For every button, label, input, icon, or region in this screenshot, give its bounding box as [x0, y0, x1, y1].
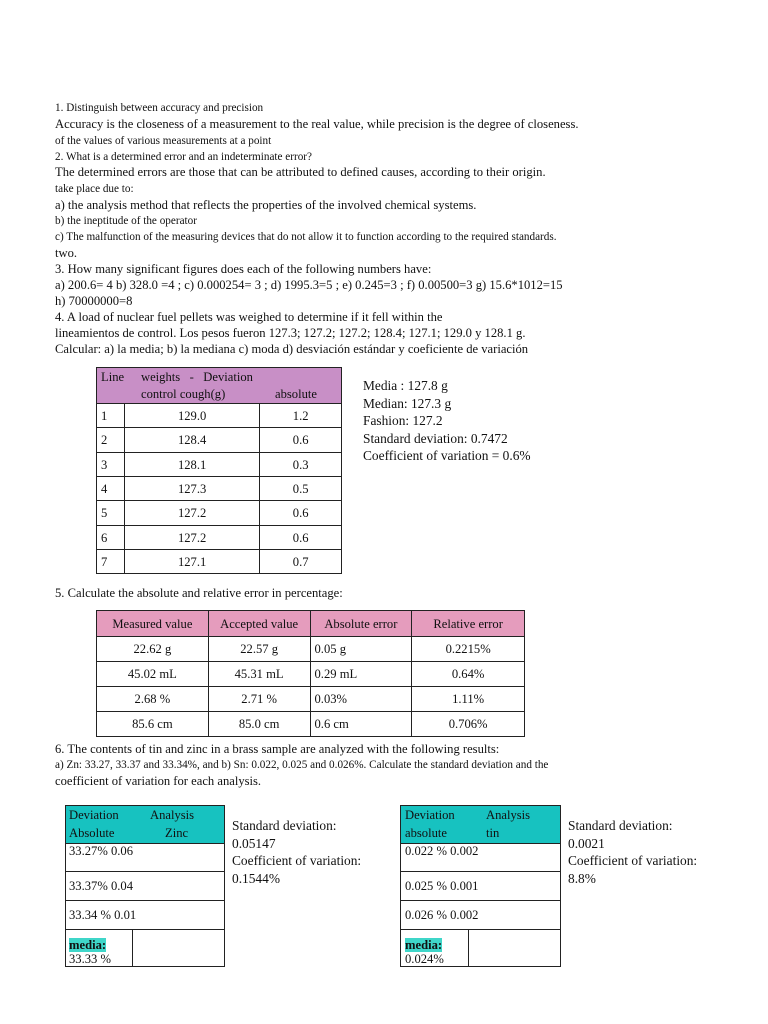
table-row	[401, 872, 561, 901]
q2-title: 2. What is a determined error and an indeterminate error?	[55, 151, 312, 163]
cell	[468, 930, 560, 967]
q3-title: 3. How many significant figures does each of the following numbers have:	[55, 262, 432, 276]
cell: 6	[97, 526, 125, 550]
q1-title: 1. Distinguish between accuracy and precision	[55, 102, 264, 114]
table-row	[97, 637, 525, 662]
zinc-std-label: Standard deviation:	[232, 818, 337, 833]
cell: 5	[97, 501, 125, 526]
cell: 85.6 cm	[97, 712, 209, 737]
q2-answer-line1: The determined errors are those that can be attributed to defined causes, according to their origin.	[55, 165, 546, 179]
zinc-cv-value: 0.1544%	[232, 870, 280, 886]
header-accepted: Accepted value	[208, 611, 310, 637]
table-row	[97, 687, 525, 712]
cell: 0.025 % 0.001	[401, 872, 561, 901]
cell: 0.2215%	[412, 637, 525, 662]
cell: 7	[97, 550, 125, 574]
media-label: media:	[405, 938, 443, 952]
tin-table-header	[401, 806, 561, 844]
cell: 127.3	[124, 477, 259, 501]
cell: 0.7	[260, 550, 342, 574]
q2-item-a: a) the analysis method that reflects the properties of the involved chemical systems.	[55, 198, 477, 212]
stat-mode: Fashion: 127.2	[363, 413, 443, 428]
error-table	[96, 610, 525, 737]
cell: 0.05 g	[310, 637, 412, 662]
header-weights-deviation: weights - Deviation	[141, 370, 253, 384]
cell: 3	[97, 453, 125, 477]
cell: 33.37% 0.04	[66, 872, 225, 901]
cell: 1.2	[260, 404, 342, 428]
cell: 0.026 % 0.002	[401, 901, 561, 930]
stat-mean: Media : 127.8 g	[363, 378, 448, 393]
table-row	[66, 930, 225, 967]
header-zinc: Zinc	[165, 826, 189, 840]
cell: 0.6 cm	[310, 712, 412, 737]
zinc-table	[65, 805, 225, 967]
cell: 0.29 mL	[310, 662, 412, 687]
weights-table	[96, 367, 342, 574]
cell: 0.706%	[412, 712, 525, 737]
table-row	[97, 477, 342, 501]
cell: 0.6	[260, 501, 342, 526]
media-label: media:	[69, 938, 107, 952]
header-analysis: Analysis	[486, 808, 531, 822]
tin-std-label: Standard deviation:	[568, 818, 673, 833]
weights-stats	[363, 377, 531, 465]
cell: 129.0	[124, 404, 259, 428]
cell: 128.4	[124, 428, 259, 453]
header-control-cough: control cough(g)	[141, 387, 226, 401]
tin-cv-label: Coefficient of variation:	[568, 853, 698, 868]
tin-std-value: 0.0021	[568, 835, 605, 851]
cell: 127.2	[124, 501, 259, 526]
header-rel-error: Relative error	[412, 611, 525, 637]
cell: 0.6	[260, 526, 342, 550]
q5-title: 5. Calculate the absolute and relative error in percentage:	[55, 586, 343, 600]
table-row	[97, 526, 342, 550]
stat-coef-var: Coefficient of variation = 0.6%	[363, 448, 531, 463]
table-row	[401, 844, 561, 872]
media-value: 33.33 %	[69, 952, 111, 966]
cell: 2.71 %	[208, 687, 310, 712]
weights-table-header	[97, 368, 342, 404]
header-absolute: absolute	[275, 387, 317, 401]
table-row	[66, 872, 225, 901]
cell: 1	[97, 404, 125, 428]
media-value: 0.024%	[405, 952, 444, 966]
cell: 4	[97, 477, 125, 501]
cell: 0.6	[260, 428, 342, 453]
q1-answer-line1: Accuracy is the closeness of a measurement to the real value, while precision is the degree of closeness.	[55, 117, 579, 131]
cell: 85.0 cm	[208, 712, 310, 737]
cell	[401, 930, 469, 967]
cell: 127.1	[124, 550, 259, 574]
stat-median: Median: 127.3 g	[363, 395, 452, 411]
header-tin: tin	[486, 826, 500, 840]
table-row	[97, 453, 342, 477]
cell: 33.34 % 0.01	[66, 901, 225, 930]
tin-cv-value: 8.8%	[568, 870, 596, 886]
cell: 45.02 mL	[97, 662, 209, 687]
header-analysis: Analysis	[150, 808, 195, 822]
tin-table	[400, 805, 561, 967]
q6-line3: coefficient of variation for each analysis.	[55, 774, 262, 788]
cell	[132, 930, 224, 967]
q1-answer-line2: of the values of various measurements at a point	[55, 135, 272, 147]
cell: 0.64%	[412, 662, 525, 687]
header-absolute: Absolute	[69, 826, 115, 840]
q3-answers-line2: h) 70000000=8	[55, 294, 133, 308]
tin-stats	[568, 817, 697, 887]
cell: 0.3	[260, 453, 342, 477]
zinc-table-header	[66, 806, 225, 844]
header-deviation: Deviation	[405, 808, 455, 822]
q2-item-c: c) The malfunction of the measuring devices that do not allow it to function according to the required standards.	[55, 231, 557, 243]
cell: 45.31 mL	[208, 662, 310, 687]
cell: 22.62 g	[97, 637, 209, 662]
table-row	[97, 428, 342, 453]
table-row	[66, 901, 225, 930]
cell: 128.1	[124, 453, 259, 477]
cell: 0.022 % 0.002	[401, 844, 561, 872]
q2-answer-line2: take place due to:	[55, 183, 134, 195]
stat-std-dev: Standard deviation: 0.7472	[363, 430, 508, 446]
q2-item-b: b) the ineptitude of the operator	[55, 215, 197, 227]
cell: 22.57 g	[208, 637, 310, 662]
q2-item-two: two.	[55, 246, 78, 260]
q3-answers-line1: a) 200.6= 4 b) 328.0 =4 ; c) 0.000254= 3 ; d) 1995.3=5 ; e) 0.245=3 ; f) 0.00500=3 g) 15.6*1012=15	[55, 278, 563, 292]
cell: 0.5	[260, 477, 342, 501]
q4-line2: lineamientos de control. Los pesos fueron 127.3; 127.2; 127.2; 128.4; 127.1; 129.0 y 128.1 g.	[55, 326, 526, 340]
header-deviation: Deviation	[69, 808, 119, 822]
q6-title: 6. The contents of tin and zinc in a brass sample are analyzed with the following results:	[55, 742, 500, 756]
zinc-stats	[232, 817, 361, 887]
zinc-std-value: 0.05147	[232, 835, 276, 851]
cell: 0.03%	[310, 687, 412, 712]
cell: 33.27% 0.06	[66, 844, 225, 872]
table-row	[97, 550, 342, 574]
header-abs-error: Absolute error	[310, 611, 412, 637]
header-absolute: absolute	[405, 826, 447, 840]
header-measured: Measured value	[97, 611, 209, 637]
cell: 1.11%	[412, 687, 525, 712]
header-line: Line	[101, 370, 125, 384]
cell: 2.68 %	[97, 687, 209, 712]
cell: 2	[97, 428, 125, 453]
q4-title: 4. A load of nuclear fuel pellets was weighed to determine if it fell within the	[55, 310, 443, 324]
table-row	[97, 662, 525, 687]
table-row	[401, 901, 561, 930]
q4-line3: Calcular: a) la media; b) la mediana c) moda d) desviación estándar y coeficiente de variación	[55, 342, 529, 356]
error-table-header	[97, 611, 525, 637]
cell: 127.2	[124, 526, 259, 550]
table-row	[97, 712, 525, 737]
zinc-cv-label: Coefficient of variation:	[232, 853, 362, 868]
q6-line2: a) Zn: 33.27, 33.37 and 33.34%, and b) Sn: 0.022, 0.025 and 0.026%. Calculate the standard deviation and the	[55, 759, 549, 771]
table-row	[66, 844, 225, 872]
table-row	[97, 404, 342, 428]
table-row	[97, 501, 342, 526]
cell	[66, 930, 133, 967]
table-row	[401, 930, 561, 967]
